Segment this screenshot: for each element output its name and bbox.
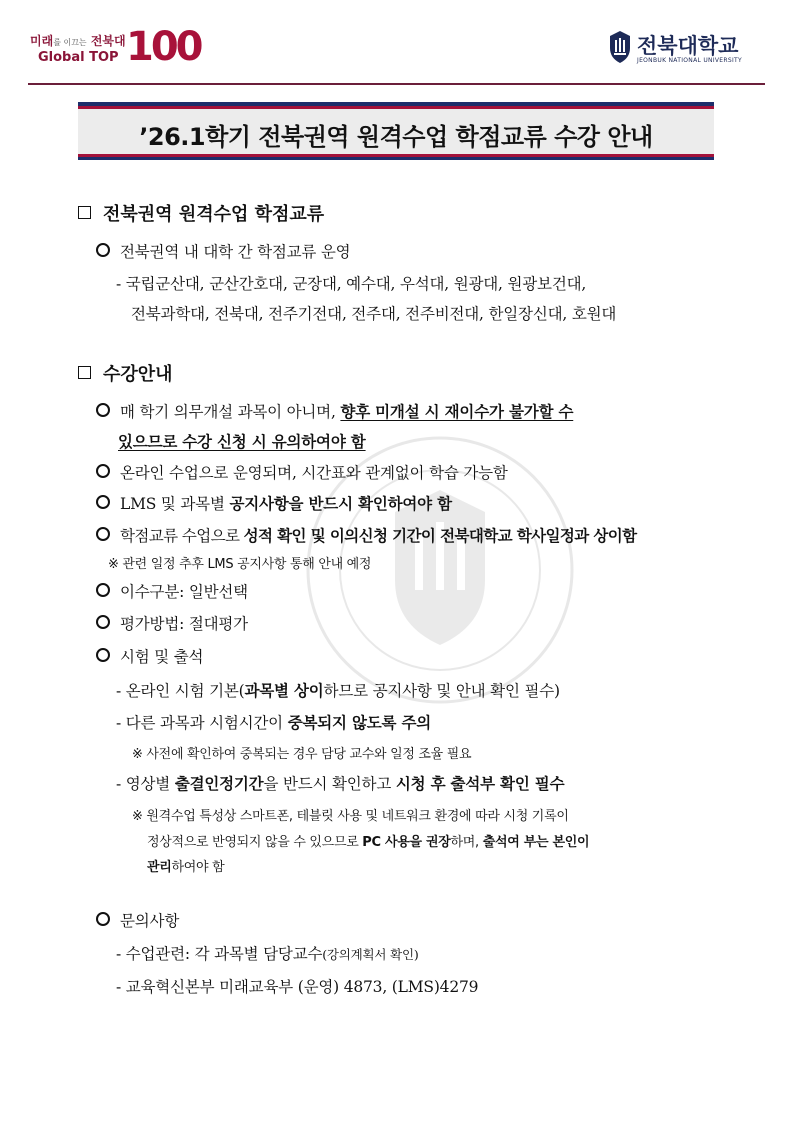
exam-line-2: - 다른 과목과 시험시간이 중복되지 않도록 주의 [116, 714, 432, 732]
section-heading-enrollment-guide: 수강안내 [78, 360, 173, 386]
circle-bullet-icon [96, 615, 110, 629]
list-item: 문의사항 [96, 909, 179, 931]
university-name-en: JEONBUK NATIONAL UNIVERSITY [637, 57, 742, 64]
section-heading-credit-exchange: 전북권역 원격수업 학점교류 [78, 200, 324, 226]
list-item: 전북권역 내 대학 간 학점교류 운영 [96, 240, 350, 262]
logo-left-line1-small: 를 이끄는 [53, 38, 87, 47]
title-box [78, 102, 714, 160]
list-item: 이수구분: 일반선택 [96, 580, 248, 602]
circle-bullet-icon [96, 583, 110, 597]
contact-line-2: - 교육혁신본부 미래교육부 (운영) 4873, (LMS)4279 [116, 978, 479, 996]
note-continued: 관리하여야 함 [147, 860, 225, 875]
list-item: LMS 및 과목별 공지사항을 반드시 확인하여야 함 [96, 492, 452, 514]
square-bullet-icon [78, 366, 91, 379]
note: ※ 원격수업 특성상 스마트폰, 테블릿 사용 및 네트워크 환경에 따라 시청 기록이 [132, 809, 569, 824]
contact-line-1: - 수업관련: 각 과목별 담당교수(강의계획서 확인) [116, 945, 419, 963]
global-top-100-logo [30, 26, 200, 76]
list-item: 시험 및 출석 [96, 645, 203, 667]
circle-bullet-icon [96, 527, 110, 541]
exam-line-3: - 영상별 출결인정기간을 반드시 확인하고 시청 후 출석부 확인 필수 [116, 775, 565, 793]
header-divider [28, 83, 765, 85]
university-name: 전북대학교 [637, 34, 739, 58]
logo-left-line1: 미래 [30, 34, 54, 48]
schools-line-2: 전북과학대, 전북대, 전주기전대, 전주대, 전주비전대, 한일장신대, 호원대 [131, 305, 617, 323]
note: ※ 사전에 확인하여 중복되는 경우 담당 교수와 일정 조율 필요 [132, 747, 472, 762]
circle-bullet-icon [96, 912, 110, 926]
square-bullet-icon [78, 206, 91, 219]
exam-line-1: - 온라인 시험 기본(과목별 상이하므로 공지사항 및 안내 확인 필수) [116, 682, 560, 700]
list-item: 매 학기 의무개설 과목이 아니며, 향후 미개설 시 재이수가 불가할 수 [96, 400, 573, 422]
note-continued: 정상적으로 반영되지 않을 수 있으므로 PC 사용을 권장하며, 출석여 부는 본인이 [147, 835, 590, 850]
schools-line-1: - 국립군산대, 군산간호대, 군장대, 예수대, 우석대, 원광대, 원광보건대, [116, 275, 587, 293]
page-title: ’26.1학기 전북권역 원격수업 학점교류 수강 안내 [139, 123, 653, 151]
circle-bullet-icon [96, 243, 110, 257]
circle-bullet-icon [96, 464, 110, 478]
logo-left-line2: Global TOP [38, 50, 119, 65]
list-item: 학점교류 수업으로 성적 확인 및 이의신청 기간이 전북대학교 학사일정과 상이함 [96, 524, 637, 546]
university-seal-icon [607, 30, 633, 64]
list-item: 평가방법: 절대평가 [96, 612, 248, 634]
circle-bullet-icon [96, 648, 110, 662]
circle-bullet-icon [96, 403, 110, 417]
logo-left-line1-end: 전북대 [90, 34, 126, 48]
logo-left-number: 100 [126, 24, 201, 70]
note: ※ 관련 일정 추후 LMS 공지사항 통해 안내 예정 [108, 557, 372, 572]
university-logo [607, 28, 757, 72]
list-item-continued: 있으므로 수강 신청 시 유의하여야 함 [118, 433, 366, 451]
list-item: 온라인 수업으로 운영되며, 시간표와 관계없이 학습 가능함 [96, 461, 508, 483]
circle-bullet-icon [96, 495, 110, 509]
